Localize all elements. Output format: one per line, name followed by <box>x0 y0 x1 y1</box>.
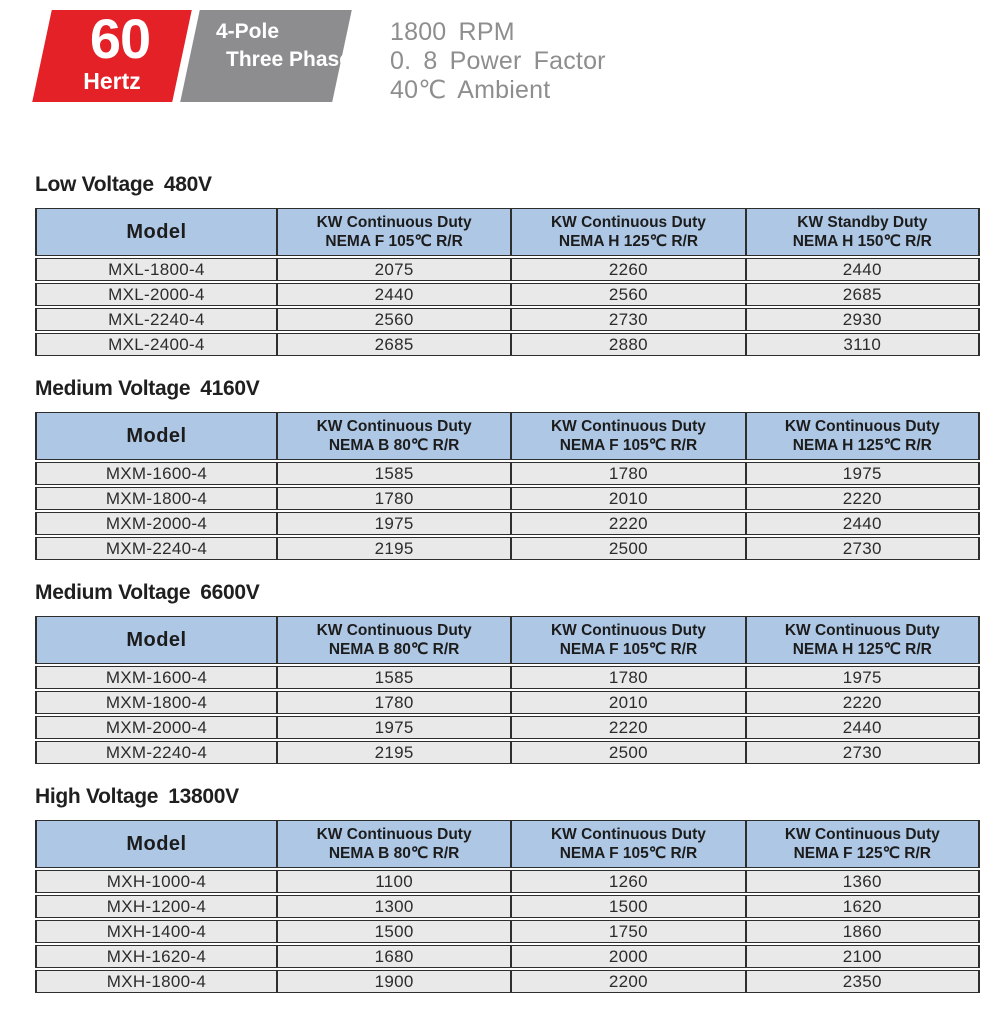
kw-value-cell: 2440 <box>746 716 980 739</box>
kw-value-cell: 2930 <box>746 308 980 331</box>
table-header-row <box>35 412 980 460</box>
spec-table <box>35 614 980 766</box>
column-header-kw: KW Continuous Duty NEMA F 125℃ R/R <box>746 820 980 868</box>
hertz-label: Hertz <box>83 68 141 94</box>
kw-value-cell: 1975 <box>746 666 980 689</box>
kw-value-cell: 2195 <box>277 537 511 560</box>
kw-value-cell: 2100 <box>746 945 980 968</box>
column-header-kw: KW Continuous Duty NEMA H 125℃ R/R <box>746 412 980 460</box>
model-cell: MXM-1800-4 <box>35 691 277 714</box>
table-row <box>35 716 980 739</box>
column-header-kw: KW Continuous Duty NEMA F 105℃ R/R <box>511 616 745 664</box>
kw-value-cell: 1860 <box>746 920 980 943</box>
column-header-kw: KW Standby Duty NEMA H 150℃ R/R <box>746 208 980 256</box>
spec-list <box>390 18 606 105</box>
table-row <box>35 970 980 993</box>
voltage-section <box>35 580 980 766</box>
kw-value-cell: 1260 <box>511 870 745 893</box>
kw-value-cell: 2560 <box>511 283 745 306</box>
kw-value-cell: 2220 <box>746 691 980 714</box>
column-header-kw: KW Continuous Duty NEMA H 125℃ R/R <box>511 208 745 256</box>
model-cell: MXL-2240-4 <box>35 308 277 331</box>
section-title-label: High Voltage <box>35 785 159 808</box>
column-header-model: Model <box>35 208 277 256</box>
kw-value-cell: 1300 <box>277 895 511 918</box>
kw-value-cell: 1620 <box>746 895 980 918</box>
table-row <box>35 920 980 943</box>
kw-value-cell: 1750 <box>511 920 745 943</box>
section-title-voltage: 6600V <box>200 581 260 604</box>
kw-value-cell: 1975 <box>277 512 511 535</box>
table-row <box>35 666 980 689</box>
column-header-kw: KW Continuous Duty NEMA B 80℃ R/R <box>277 616 511 664</box>
column-header-kw: KW Continuous Duty NEMA H 125℃ R/R <box>746 616 980 664</box>
kw-value-cell: 2220 <box>511 716 745 739</box>
model-cell: MXM-2240-4 <box>35 741 277 764</box>
column-header-model: Model <box>35 616 277 664</box>
spec-table <box>35 818 980 995</box>
table-row <box>35 537 980 560</box>
hertz-value: 60 <box>89 7 151 70</box>
table-row <box>35 945 980 968</box>
kw-value-cell: 2220 <box>746 487 980 510</box>
kw-value-cell: 2880 <box>511 333 745 356</box>
kw-value-cell: 2000 <box>511 945 745 968</box>
section-title <box>35 172 980 197</box>
table-header-row <box>35 616 980 664</box>
table-header-row <box>35 820 980 868</box>
kw-value-cell: 3110 <box>746 333 980 356</box>
kw-value-cell: 2500 <box>511 741 745 764</box>
kw-value-cell: 2730 <box>746 537 980 560</box>
kw-value-cell: 2730 <box>511 308 745 331</box>
voltage-section <box>35 784 980 995</box>
spec-table <box>35 410 980 562</box>
table-row <box>35 487 980 510</box>
model-cell: MXH-1620-4 <box>35 945 277 968</box>
table-row <box>35 895 980 918</box>
model-cell: MXL-1800-4 <box>35 258 277 281</box>
kw-value-cell: 2685 <box>746 283 980 306</box>
kw-value-cell: 1680 <box>277 945 511 968</box>
kw-value-cell: 1360 <box>746 870 980 893</box>
pole-label: 4-Pole <box>216 20 280 43</box>
kw-value-cell: 2010 <box>511 691 745 714</box>
kw-value-cell: 2200 <box>511 970 745 993</box>
kw-value-cell: 1585 <box>277 462 511 485</box>
table-row <box>35 741 980 764</box>
spec-ambient: 40℃ Ambient <box>390 76 551 104</box>
kw-value-cell: 1500 <box>511 895 745 918</box>
kw-value-cell: 1100 <box>277 870 511 893</box>
phase-label: Three Phase <box>226 48 351 71</box>
kw-value-cell: 2220 <box>511 512 745 535</box>
spec-rpm: 1800 RPM <box>390 18 515 46</box>
kw-value-cell: 2350 <box>746 970 980 993</box>
kw-value-cell: 2195 <box>277 741 511 764</box>
table-row <box>35 691 980 714</box>
section-title-label: Medium Voltage <box>35 581 191 604</box>
voltage-section <box>35 376 980 562</box>
column-header-model: Model <box>35 820 277 868</box>
voltage-section <box>35 172 980 358</box>
column-header-kw: KW Continuous Duty NEMA B 80℃ R/R <box>277 412 511 460</box>
table-row <box>35 333 980 356</box>
kw-value-cell: 2500 <box>511 537 745 560</box>
sections <box>0 172 1005 995</box>
model-cell: MXM-2000-4 <box>35 716 277 739</box>
kw-value-cell: 1780 <box>277 487 511 510</box>
kw-value-cell: 1500 <box>277 920 511 943</box>
section-title <box>35 580 980 605</box>
kw-value-cell: 1975 <box>277 716 511 739</box>
section-title-voltage: 13800V <box>168 785 239 808</box>
model-cell: MXM-1600-4 <box>35 462 277 485</box>
spec-table <box>35 206 980 358</box>
kw-value-cell: 1975 <box>746 462 980 485</box>
section-title-voltage: 4160V <box>200 377 260 400</box>
model-cell: MXM-1600-4 <box>35 666 277 689</box>
model-cell: MXH-1400-4 <box>35 920 277 943</box>
model-cell: MXL-2400-4 <box>35 333 277 356</box>
kw-value-cell: 2730 <box>746 741 980 764</box>
kw-value-cell: 2440 <box>746 258 980 281</box>
column-header-kw: KW Continuous Duty NEMA F 105℃ R/R <box>511 412 745 460</box>
model-cell: MXH-1800-4 <box>35 970 277 993</box>
kw-value-cell: 2260 <box>511 258 745 281</box>
model-cell: MXH-1000-4 <box>35 870 277 893</box>
column-header-kw: KW Continuous Duty NEMA B 80℃ R/R <box>277 820 511 868</box>
table-row <box>35 512 980 535</box>
section-title-label: Medium Voltage <box>35 377 191 400</box>
spec-power-factor: 0. 8 Power Factor <box>390 47 606 75</box>
section-title <box>35 784 980 809</box>
kw-value-cell: 1780 <box>511 462 745 485</box>
kw-value-cell: 1900 <box>277 970 511 993</box>
section-title <box>35 376 980 401</box>
model-cell: MXM-1800-4 <box>35 487 277 510</box>
table-row <box>35 870 980 893</box>
table-row <box>35 308 980 331</box>
kw-value-cell: 1780 <box>277 691 511 714</box>
column-header-kw: KW Continuous Duty NEMA F 105℃ R/R <box>511 820 745 868</box>
section-title-label: Low Voltage <box>35 173 154 196</box>
kw-value-cell: 2075 <box>277 258 511 281</box>
column-header-kw: KW Continuous Duty NEMA F 105℃ R/R <box>277 208 511 256</box>
kw-value-cell: 2440 <box>746 512 980 535</box>
model-cell: MXL-2000-4 <box>35 283 277 306</box>
column-header-model: Model <box>35 412 277 460</box>
table-row <box>35 258 980 281</box>
table-header-row <box>35 208 980 256</box>
table-row <box>35 462 980 485</box>
kw-value-cell: 2440 <box>277 283 511 306</box>
model-cell: MXM-2000-4 <box>35 512 277 535</box>
page-header <box>0 0 1005 102</box>
section-title-voltage: 480V <box>163 173 212 196</box>
table-row <box>35 283 980 306</box>
kw-value-cell: 2560 <box>277 308 511 331</box>
model-cell: MXH-1200-4 <box>35 895 277 918</box>
kw-value-cell: 2010 <box>511 487 745 510</box>
kw-value-cell: 1585 <box>277 666 511 689</box>
kw-value-cell: 1780 <box>511 666 745 689</box>
kw-value-cell: 2685 <box>277 333 511 356</box>
model-cell: MXM-2240-4 <box>35 537 277 560</box>
